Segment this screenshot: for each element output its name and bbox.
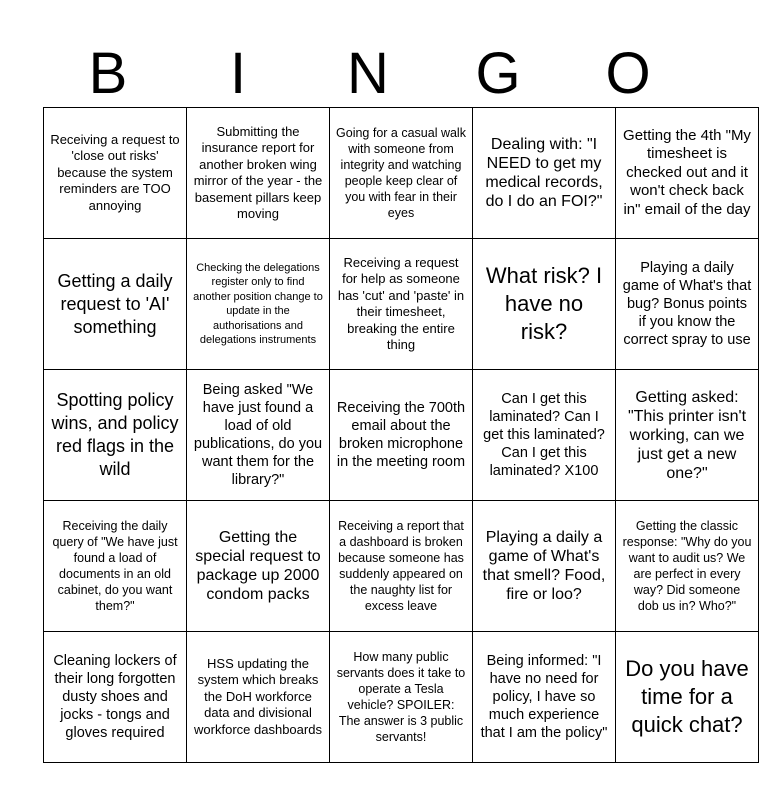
- bingo-cell[interactable]: Playing a daily game of What's that bug? Bonus points if you know the correct spray to use: [616, 239, 759, 370]
- header-letter-b: B: [88, 41, 128, 106]
- bingo-cell[interactable]: Submitting the insurance report for another broken wing mirror of the year - the basement pillars keep moving: [187, 108, 330, 239]
- bingo-cell[interactable]: Getting the classic response: "Why do you want to audit us? We are perfect in every way? Did someone dob us in? Who?": [616, 501, 759, 632]
- bingo-cell[interactable]: Do you have time for a quick chat?: [616, 632, 759, 763]
- bingo-cell[interactable]: Cleaning lockers of their long forgotten dusty shoes and jocks - tongs and gloves required: [44, 632, 187, 763]
- bingo-cell[interactable]: Receiving the daily query of "We have just found a load of documents in an old cabinet, do you want them?": [44, 501, 187, 632]
- bingo-cell[interactable]: Checking the delegations register only to find another position change to update in the authorisations and delegations instruments: [187, 239, 330, 370]
- bingo-cell[interactable]: Receiving a request for help as someone has 'cut' and 'paste' in their timesheet, breaking the entire thing: [330, 239, 473, 370]
- bingo-cell[interactable]: HSS updating the system which breaks the DoH workforce data and divisional workforce dashboards: [187, 632, 330, 763]
- bingo-cell[interactable]: Getting asked: "This printer isn't working, can we just get a new one?": [616, 370, 759, 501]
- bingo-header: [43, 42, 693, 106]
- header-letter-o: O: [605, 41, 651, 106]
- grid-row-5: [44, 632, 759, 763]
- header-letter-g: G: [475, 41, 521, 106]
- grid-row-1: [44, 108, 759, 239]
- bingo-cell[interactable]: Can I get this laminated? Can I get this laminated? Can I get this laminated? X100: [473, 370, 616, 501]
- grid-row-4: [44, 501, 759, 632]
- bingo-cell[interactable]: Spotting policy wins, and policy red flags in the wild: [44, 370, 187, 501]
- bingo-cell[interactable]: Being informed: "I have no need for policy, I have so much experience that I am the policy": [473, 632, 616, 763]
- header-letter-i: I: [229, 41, 247, 106]
- bingo-cell[interactable]: Receiving a report that a dashboard is broken because someone has suddenly appeared on the naughty list for excess leave: [330, 501, 473, 632]
- bingo-cell[interactable]: Receiving a request to 'close out risks' because the system reminders are TOO annoying: [44, 108, 187, 239]
- grid-row-3: [44, 370, 759, 501]
- bingo-cell[interactable]: Getting the 4th "My timesheet is checked out and it won't check back in" email of the day: [616, 108, 759, 239]
- bingo-cell[interactable]: Getting a daily request to 'AI' something: [44, 239, 187, 370]
- bingo-cell[interactable]: Going for a casual walk with someone from integrity and watching people keep clear of you with fear in their eyes: [330, 108, 473, 239]
- bingo-grid: [43, 107, 759, 763]
- bingo-cell[interactable]: Getting the special request to package up 2000 condom packs: [187, 501, 330, 632]
- grid-row-2: [44, 239, 759, 370]
- header-letter-n: N: [347, 41, 389, 106]
- bingo-cell[interactable]: How many public servants does it take to operate a Tesla vehicle? SPOILER: The answer is 3 public servants!: [330, 632, 473, 763]
- bingo-cell[interactable]: Being asked "We have just found a load of old publications, do you want them for the library?": [187, 370, 330, 501]
- bingo-cell[interactable]: Playing a daily a game of What's that smell? Food, fire or loo?: [473, 501, 616, 632]
- bingo-cell[interactable]: Dealing with: "I NEED to get my medical records, do I do an FOI?": [473, 108, 616, 239]
- bingo-cell[interactable]: What risk? I have no risk?: [473, 239, 616, 370]
- bingo-cell[interactable]: Receiving the 700th email about the broken microphone in the meeting room: [330, 370, 473, 501]
